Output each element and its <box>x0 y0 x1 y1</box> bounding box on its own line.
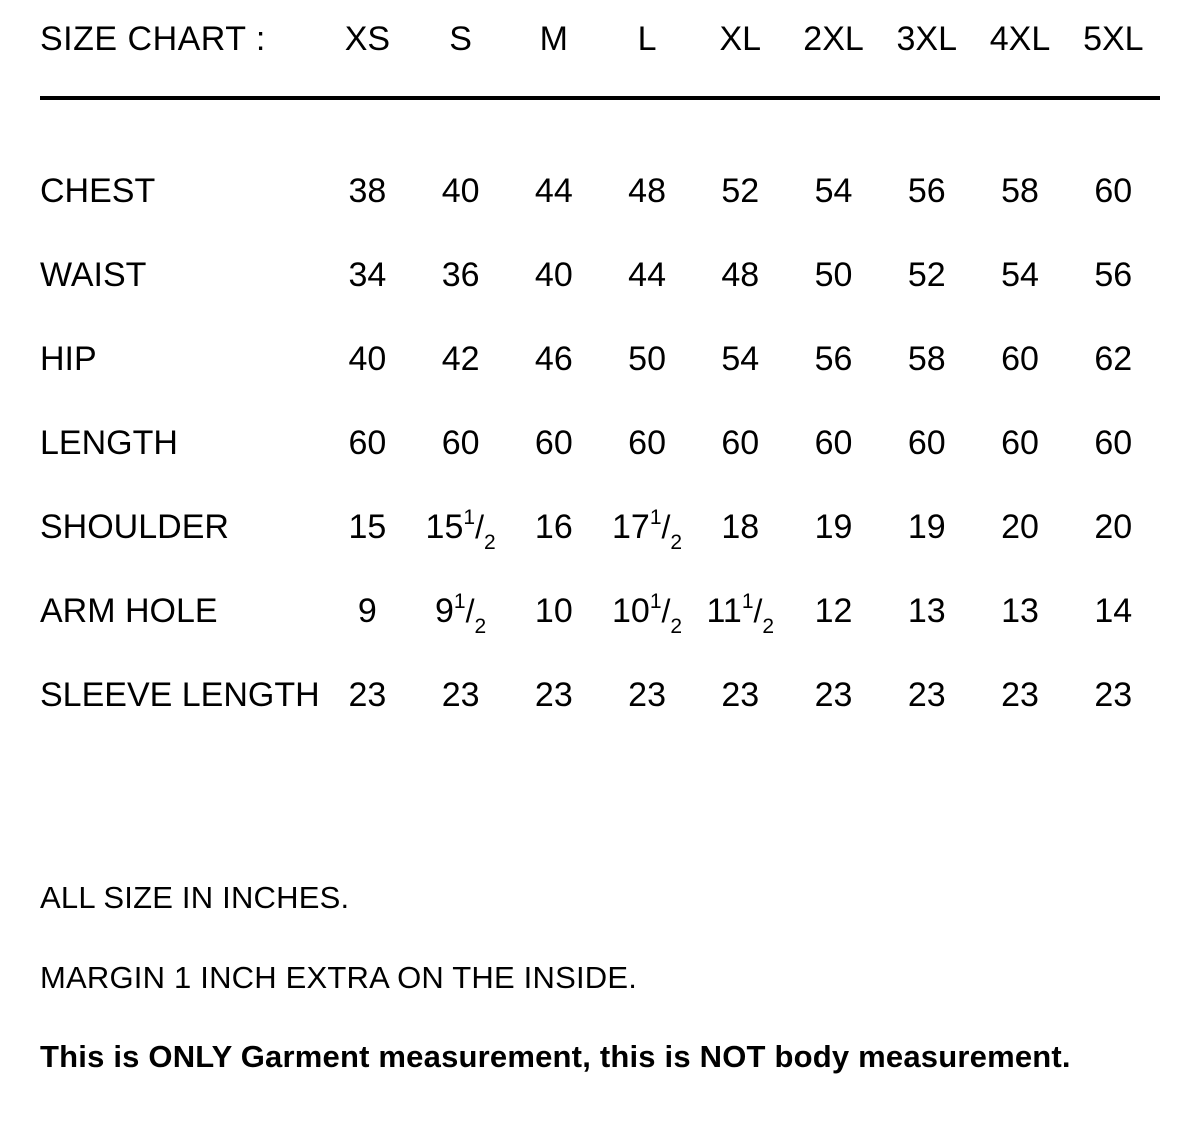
measurement-cell: 50 <box>814 256 853 294</box>
measurement-cell: 23 <box>814 676 853 714</box>
measurement-cell: 23 <box>628 676 666 714</box>
measurement-cell: 9 <box>357 592 377 630</box>
measurement-cell: 19 <box>907 508 946 546</box>
measurement-cell: 23 <box>348 676 387 714</box>
fraction-value <box>425 505 496 554</box>
measurement-cell: 15 <box>348 508 387 546</box>
measurement-cell: 62 <box>1094 340 1133 378</box>
measurement-cell: 60 <box>814 424 853 462</box>
denominator: 2 <box>670 614 683 638</box>
fraction-slash: / <box>753 593 763 629</box>
denominator: 2 <box>483 530 496 554</box>
measurement-cell <box>414 589 507 678</box>
note-disclaimer: This is ONLY Garment measurement, this is NOT body measurement. <box>40 1039 1071 1075</box>
row-label: ARM HOLE <box>40 592 218 630</box>
numerator: 1 <box>649 589 662 613</box>
measurement-cell: 38 <box>348 172 387 210</box>
measurement-cell: 56 <box>814 340 853 378</box>
fraction-value <box>612 505 683 554</box>
measurement-cell: 60 <box>1001 424 1039 462</box>
header-spacer <box>40 118 1160 174</box>
measurement-cell <box>600 589 693 678</box>
fraction-slash: / <box>661 509 671 545</box>
table-row <box>40 678 1160 762</box>
measurement-cell: 48 <box>628 172 666 210</box>
fraction-value <box>435 589 487 638</box>
measurement-cell: 36 <box>441 256 480 294</box>
measurement-cell: 58 <box>907 340 946 378</box>
column-header-5xl: 5XL <box>1083 20 1144 58</box>
measurement-cell: 60 <box>1094 172 1133 210</box>
fraction-slash: / <box>661 593 671 629</box>
table-row <box>40 342 1160 426</box>
measurement-cell: 54 <box>814 172 853 210</box>
row-label: SHOULDER <box>40 508 229 546</box>
row-label: SLEEVE LENGTH <box>40 676 320 714</box>
measurement-cell: 50 <box>628 340 666 378</box>
measurement-cell: 52 <box>721 172 760 210</box>
header-divider <box>40 92 1160 118</box>
row-label: CHEST <box>40 172 156 210</box>
measurement-cell <box>414 505 507 594</box>
measurement-cell: 18 <box>721 508 760 546</box>
denominator: 2 <box>670 530 683 554</box>
measurement-cell <box>694 589 787 678</box>
note-units: ALL SIZE IN INCHES. <box>40 880 350 915</box>
table-body <box>40 174 1160 762</box>
numerator: 1 <box>649 505 662 529</box>
whole-part: 15 <box>425 508 464 546</box>
table-row <box>40 174 1160 258</box>
measurement-cell: 13 <box>1001 592 1039 630</box>
column-header-xl: XL <box>719 20 762 58</box>
measurement-cell: 23 <box>1001 676 1039 714</box>
measurement-cell: 60 <box>628 424 666 462</box>
measurement-cell: 14 <box>1094 592 1133 630</box>
measurement-cell: 12 <box>814 592 853 630</box>
measurement-cell: 20 <box>1094 508 1133 546</box>
table-header-row <box>40 22 1160 92</box>
measurement-cell: 58 <box>1001 172 1039 210</box>
measurement-cell: 16 <box>534 508 573 546</box>
page-title: SIZE CHART : <box>40 20 266 58</box>
denominator: 2 <box>474 614 487 638</box>
measurement-cell: 40 <box>348 340 387 378</box>
measurement-cell: 23 <box>441 676 480 714</box>
row-label: WAIST <box>40 256 147 294</box>
column-header-3xl: 3XL <box>896 20 958 58</box>
measurement-cell: 60 <box>721 424 760 462</box>
measurement-cell: 60 <box>534 424 573 462</box>
column-header-s: S <box>449 20 472 58</box>
measurement-cell: 52 <box>907 256 946 294</box>
whole-part: 10 <box>612 592 650 630</box>
numerator: 1 <box>453 589 466 613</box>
measurement-cell: 23 <box>907 676 946 714</box>
measurement-cell: 42 <box>441 340 480 378</box>
measurement-cell: 60 <box>1001 340 1039 378</box>
column-header-2xl: 2XL <box>803 20 864 58</box>
table-row <box>40 426 1160 510</box>
numerator: 1 <box>741 589 754 613</box>
whole-part: 9 <box>435 592 454 630</box>
measurement-cell: 56 <box>1094 256 1133 294</box>
measurement-cell: 60 <box>348 424 387 462</box>
numerator: 1 <box>463 505 476 529</box>
measurement-cell: 20 <box>1001 508 1039 546</box>
fraction-slash: / <box>475 509 484 545</box>
denominator: 2 <box>762 614 775 638</box>
measurement-cell: 46 <box>534 340 573 378</box>
measurement-cell: 23 <box>1094 676 1133 714</box>
size-chart-table <box>40 22 1160 762</box>
fraction-slash: / <box>465 593 475 629</box>
table-row <box>40 258 1160 342</box>
notes-section <box>40 880 1160 1075</box>
fraction-value <box>612 589 683 638</box>
measurement-cell: 60 <box>907 424 946 462</box>
measurement-cell <box>600 505 693 594</box>
measurement-cell: 44 <box>628 256 666 294</box>
whole-part: 17 <box>612 508 650 546</box>
measurement-cell: 60 <box>1094 424 1133 462</box>
fraction-value <box>706 589 775 638</box>
measurement-cell: 13 <box>907 592 946 630</box>
column-header-m: M <box>539 20 568 58</box>
measurement-cell: 34 <box>348 256 387 294</box>
divider-line <box>40 96 1160 100</box>
table-row <box>40 510 1160 594</box>
measurement-cell: 54 <box>721 340 760 378</box>
whole-part: 11 <box>706 592 742 630</box>
measurement-cell: 23 <box>534 676 573 714</box>
measurement-cell: 19 <box>814 508 853 546</box>
column-header-l: L <box>637 20 657 58</box>
measurement-cell: 10 <box>534 592 573 630</box>
column-header-xs: XS <box>344 20 391 58</box>
row-label: HIP <box>40 340 97 378</box>
measurement-cell: 48 <box>721 256 760 294</box>
measurement-cell: 60 <box>441 424 480 462</box>
measurement-cell: 44 <box>534 172 573 210</box>
row-label: LENGTH <box>40 424 178 462</box>
measurement-cell: 56 <box>907 172 946 210</box>
measurement-cell: 40 <box>441 172 480 210</box>
measurement-cell: 54 <box>1001 256 1039 294</box>
column-header-4xl: 4XL <box>989 20 1051 58</box>
note-margin: MARGIN 1 INCH EXTRA ON THE INSIDE. <box>40 959 638 995</box>
measurement-cell: 23 <box>721 676 760 714</box>
table-row <box>40 594 1160 678</box>
measurement-cell: 40 <box>534 256 573 294</box>
